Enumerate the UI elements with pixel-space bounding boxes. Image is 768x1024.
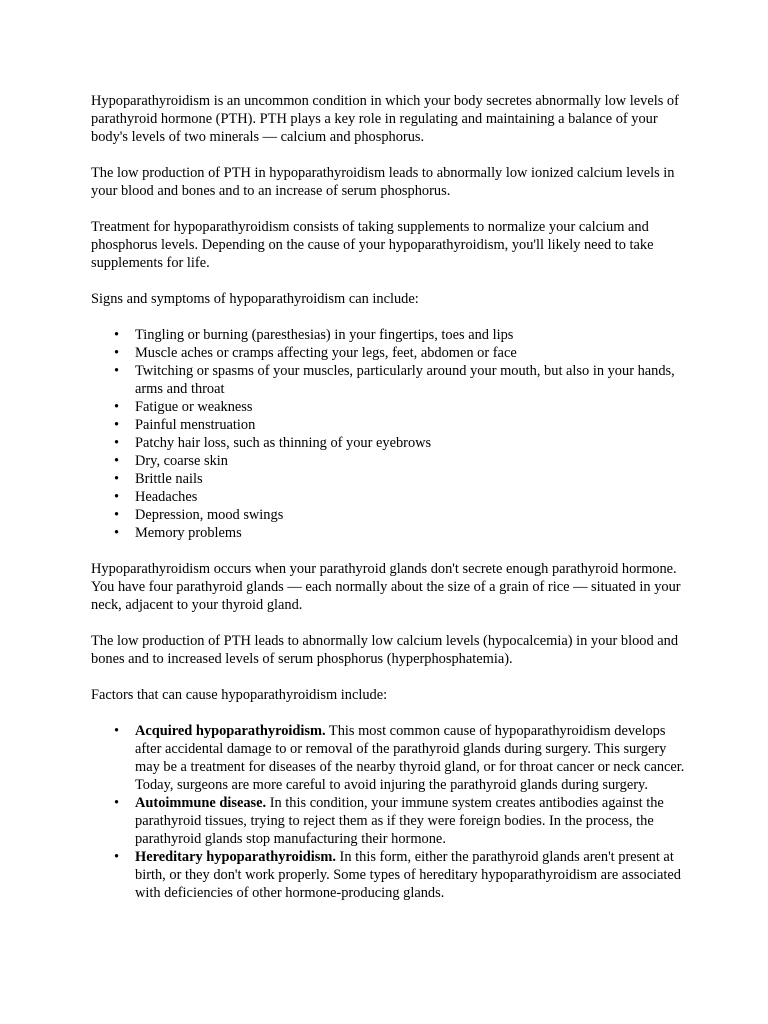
- factors-list: [91, 722, 685, 902]
- symptoms-list: [91, 326, 685, 542]
- factor-text: In this form, either the parathyroid glands aren't present at birth, or they don't work properly. Some types of hereditary hypoparathyroidism are associated with deficiencies of other hormone-producing glands.: [135, 849, 681, 901]
- cause-paragraph: The low production of PTH leads to abnormally low calcium levels (hypocalcemia) in your blood and bones and to increased levels of serum phosphorus (hyperphosphatemia).: [91, 633, 679, 667]
- factors-heading: Factors that can cause hypoparathyroidism include:: [91, 687, 388, 703]
- factor-text: This most common cause of hypoparathyroidism develops after accidental damage to or removal of the parathyroid glands during surgery. This surgery may be a treatment for diseases of the nearby thyroid gland, or for throat cancer or neck cancer. Today, surgeons are more careful to avoid injuring the parathyroid glands during surgery.: [135, 723, 685, 793]
- intro-paragraph: Treatment for hypoparathyroidism consists of taking supplements to normalize your calcium and phosphorus levels. Depending on the cause of your hypoparathyroidism, you'll likely need to take supplements for life.: [91, 219, 654, 271]
- factor-term: Acquired hypoparathyroidism.: [135, 723, 326, 739]
- document-page: [91, 92, 685, 920]
- intro-paragraph: The low production of PTH in hypoparathyroidism leads to abnormally low ionized calcium levels in your blood and bones and to an increase of serum phosphorus.: [91, 165, 675, 199]
- factor-text: In this condition, your immune system creates antibodies against the parathyroid tissues, trying to reject them as if they were foreign bodies. In the process, the parathyroid glands stop manufacturing their hormone.: [135, 795, 664, 847]
- factor-item: [135, 794, 685, 848]
- symptom-item: • Painful menstruation: [135, 416, 685, 434]
- symptom-item: • Memory problems: [135, 524, 685, 542]
- symptom-item: • Muscle aches or cramps affecting your legs, feet, abdomen or face: [135, 344, 685, 362]
- factor-term: Autoimmune disease.: [135, 795, 267, 811]
- factor-item: [135, 848, 685, 902]
- symptom-item: • Brittle nails: [135, 470, 685, 488]
- symptom-item: • Patchy hair loss, such as thinning of your eyebrows: [135, 434, 685, 452]
- symptoms-heading: Signs and symptoms of hypoparathyroidism can include:: [91, 291, 419, 307]
- factor-item: [135, 722, 685, 794]
- symptom-item: • Fatigue or weakness: [135, 398, 685, 416]
- symptom-item: • Depression, mood swings: [135, 506, 685, 524]
- intro-paragraph: Hypoparathyroidism is an uncommon condition in which your body secretes abnormally low levels of parathyroid hormone (PTH). PTH plays a key role in regulating and maintaining a balance of your body's levels of two minerals — calcium and phosphorus.: [91, 93, 679, 145]
- symptom-item: • Headaches: [135, 488, 685, 506]
- symptom-item: • Tingling or burning (paresthesias) in your fingertips, toes and lips: [135, 326, 685, 344]
- factor-term: Hereditary hypoparathyroidism.: [135, 849, 336, 865]
- cause-paragraph: Hypoparathyroidism occurs when your parathyroid glands don't secrete enough parathyroid hormone. You have four parathyroid glands — each normally about the size of a grain of rice — situated in your neck, adjacent to your thyroid gland.: [91, 561, 681, 613]
- symptom-item: • Twitching or spasms of your muscles, particularly around your mouth, but also in your hands, arms and throat: [135, 362, 685, 398]
- symptom-item: • Dry, coarse skin: [135, 452, 685, 470]
